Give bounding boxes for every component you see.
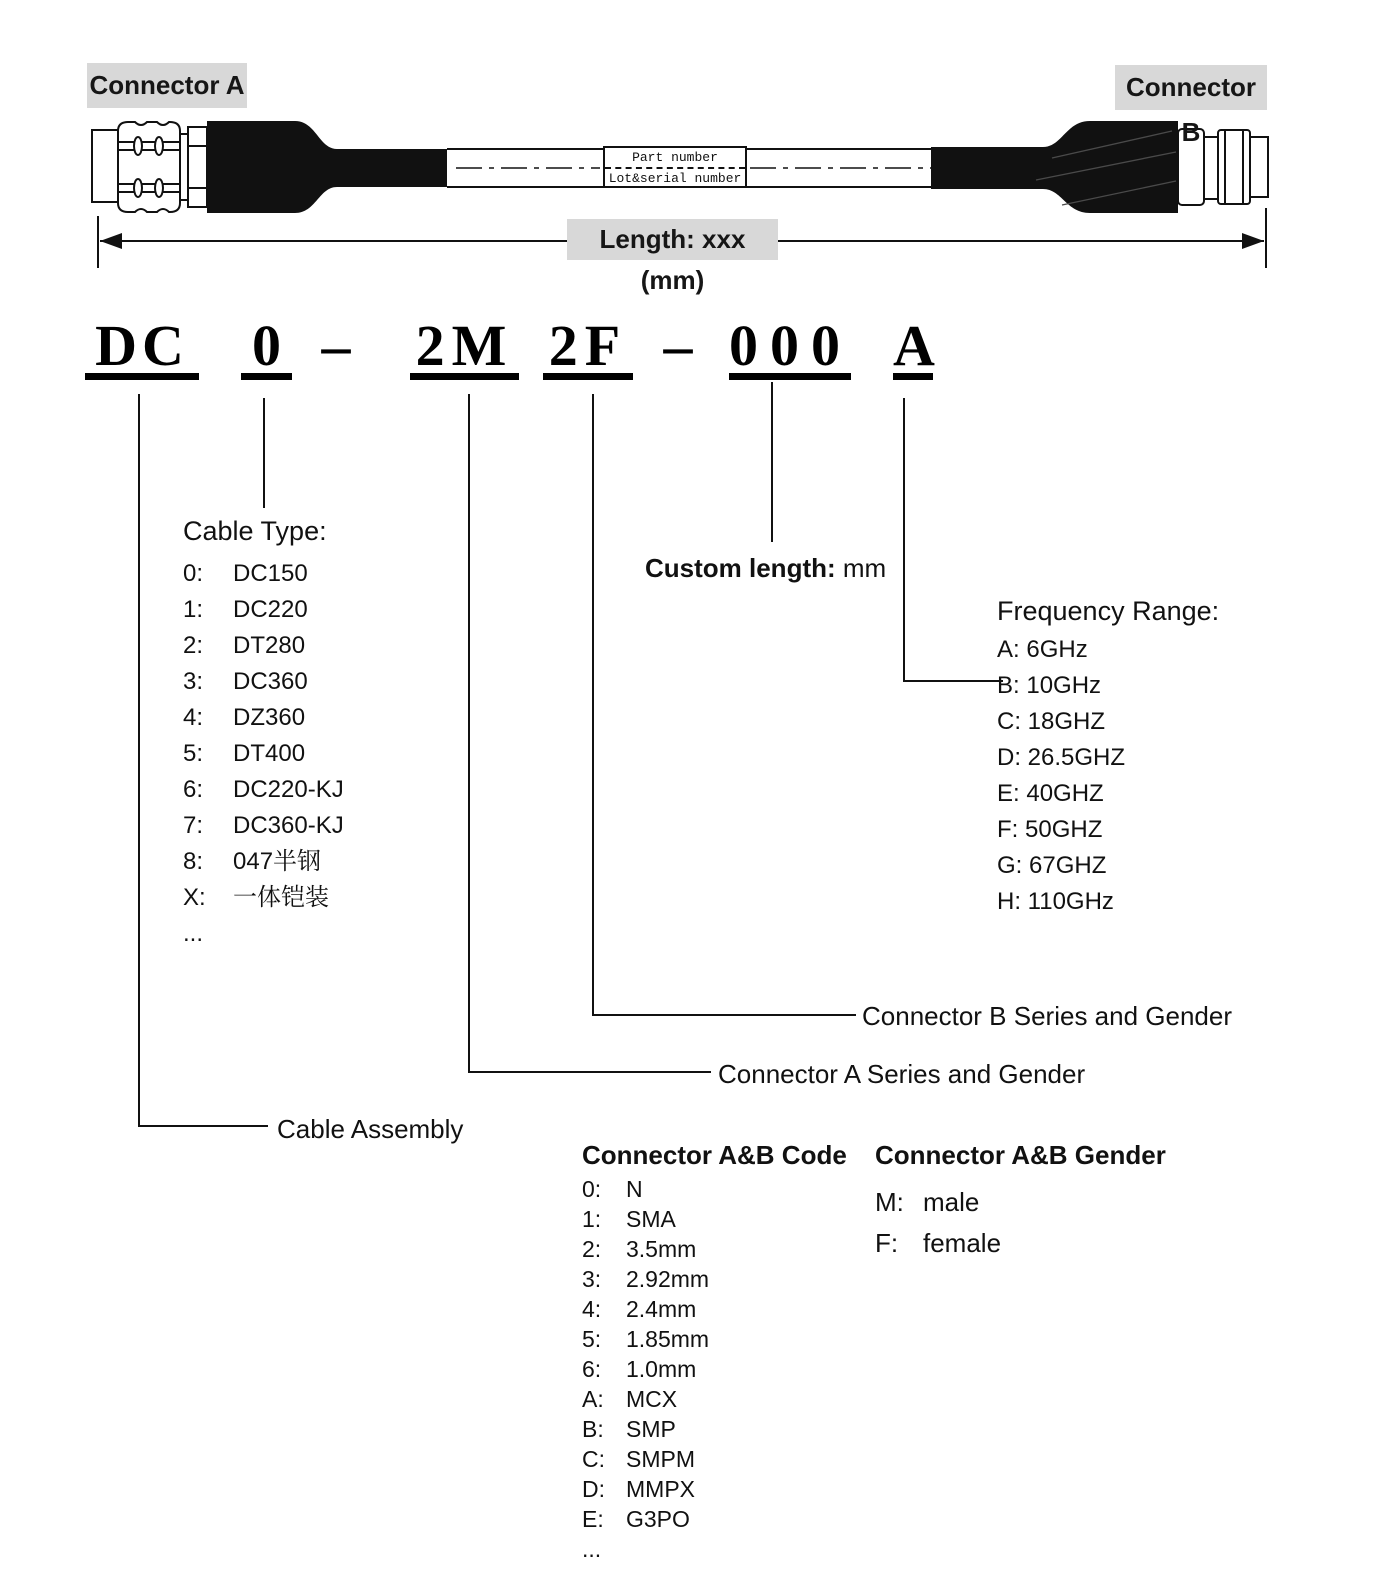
leader-connector-b xyxy=(592,394,594,1016)
cable-type-item: 0: DC150 xyxy=(183,560,308,587)
marking-lot-serial: Lot&serial number xyxy=(605,167,745,188)
dimension-arrow-left xyxy=(100,233,122,249)
connector-b-tip xyxy=(1250,137,1268,197)
pn-length-code: 000 xyxy=(729,313,852,378)
frequency-item: A: 6GHz xyxy=(997,636,1088,663)
pn-frequency-code: A xyxy=(893,313,935,378)
connector-code-item: ... xyxy=(582,1536,602,1562)
cable-type-item: 1: DC220 xyxy=(183,596,308,623)
connector-a-hex-nut xyxy=(118,122,180,212)
cable-type-item: 7: DC360-KJ xyxy=(183,812,344,839)
cable-type-item: 8: 047半钢 xyxy=(183,848,322,875)
frequency-item: E: 40GHZ xyxy=(997,780,1104,807)
connector-gender-block xyxy=(875,1140,1166,1264)
frequency-item: F: 50GHZ xyxy=(997,816,1103,843)
length-label: Length: xxx (mm) xyxy=(567,219,778,260)
connector-a-body xyxy=(188,127,207,207)
connector-gender-item: M: male xyxy=(875,1187,980,1217)
connector-a-tip xyxy=(92,130,118,202)
leader-cable-type xyxy=(263,398,265,508)
connector-b-ring xyxy=(1218,130,1250,204)
connector-code-item: 2: 3.5mm xyxy=(582,1236,697,1262)
connector-code-item: 5: 1.85mm xyxy=(582,1326,710,1352)
leader-frequency xyxy=(903,398,905,682)
cable-type-item: 3: DC360 xyxy=(183,668,308,695)
connector-code-item: C: SMPM xyxy=(582,1446,695,1472)
connector-gender-title: Connector A&B Gender xyxy=(875,1140,1166,1170)
pn-separator-1: – xyxy=(321,313,351,378)
connector-code-item: 1: SMA xyxy=(582,1206,676,1232)
leader-frequency-h xyxy=(903,680,1003,682)
leader-cable-assembly xyxy=(138,394,140,1127)
leader-custom-length xyxy=(771,382,773,542)
leader-cable-assembly-h xyxy=(138,1125,268,1127)
connector-a-label: Connector A xyxy=(87,63,247,108)
connector-b-series-callout: Connector B Series and Gender xyxy=(862,1001,1232,1031)
custom-length-label: Custom length: xyxy=(645,553,836,583)
leader-connector-a xyxy=(468,394,470,1073)
cable-type-item: 2: DT280 xyxy=(183,632,306,659)
frequency-range-block xyxy=(997,594,1219,920)
cable-type-block xyxy=(183,514,344,952)
custom-length-unit: mm xyxy=(835,553,887,583)
pn-connector-b-code: 2F xyxy=(543,320,633,380)
connector-code-item: 6: 1.0mm xyxy=(582,1356,697,1382)
frequency-item: C: 18GHZ xyxy=(997,708,1106,735)
cable-assembly-callout: Cable Assembly xyxy=(277,1114,464,1144)
connector-a-series-callout: Connector A Series and Gender xyxy=(718,1059,1086,1089)
connector-b-label: Connector B xyxy=(1115,65,1267,110)
leader-connector-b-h xyxy=(592,1014,856,1016)
connector-code-item: 0: N xyxy=(582,1176,643,1202)
connector-code-item: A: MCX xyxy=(582,1386,678,1412)
frequency-item: H: 110GHz xyxy=(997,888,1114,915)
cable-marking-box xyxy=(603,146,747,188)
cable-type-item: 4: DZ360 xyxy=(183,704,306,731)
connector-code-item: D: MMPX xyxy=(582,1476,695,1502)
cable-type-item: ... xyxy=(183,920,204,947)
connector-code-item: 4: 2.4mm xyxy=(582,1296,697,1322)
cable-type-title: Cable Type: xyxy=(183,516,327,546)
connector-code-item: 3: 2.92mm xyxy=(582,1266,710,1292)
pn-connector-a-code: 2M xyxy=(410,320,519,380)
marking-part-number: Part number xyxy=(632,150,718,165)
frequency-range-title: Frequency Range: xyxy=(997,596,1220,626)
cable-type-item: 5: DT400 xyxy=(183,740,306,767)
pn-cable-assembly-code: DC xyxy=(85,320,199,380)
connector-code-title: Connector A&B Code xyxy=(582,1140,847,1170)
connector-code-block xyxy=(582,1140,847,1564)
frequency-item: G: 67GHZ xyxy=(997,852,1107,879)
pn-separator-2: – xyxy=(663,313,693,378)
frequency-item: B: 10GHz xyxy=(997,672,1102,699)
connector-gender-item: F: female xyxy=(875,1228,1002,1258)
connector-code-item: E: G3PO xyxy=(582,1506,690,1532)
boot-b xyxy=(931,121,1178,213)
frequency-item: D: 26.5GHZ xyxy=(997,744,1126,771)
leader-connector-a-h xyxy=(468,1071,711,1073)
connector-code-item: B: SMP xyxy=(582,1416,676,1442)
cable-type-item: 6: DC220-KJ xyxy=(183,776,344,803)
pn-cable-type-code: 0 xyxy=(241,320,292,380)
boot-a xyxy=(207,121,447,213)
dimension-arrow-right xyxy=(1242,233,1264,249)
cable-type-item: X: 一体铠装 xyxy=(183,884,329,911)
custom-length-callout xyxy=(645,553,886,583)
